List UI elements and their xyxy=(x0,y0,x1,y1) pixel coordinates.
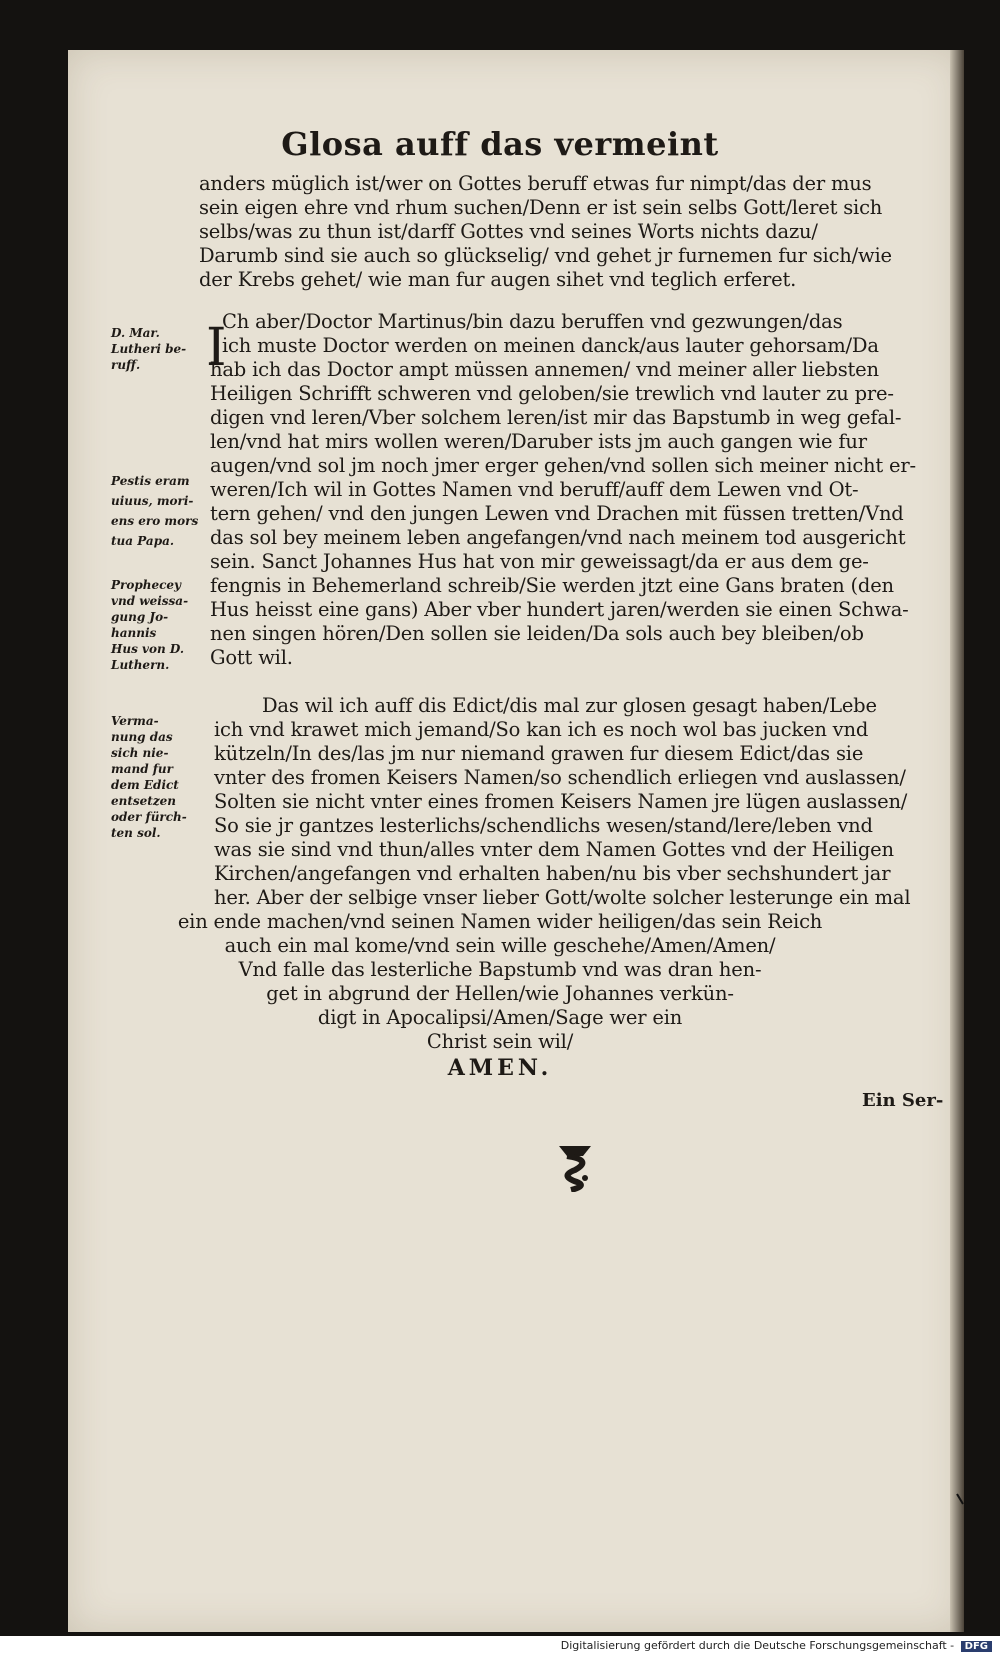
text-line: sein. Sanct Johannes Hus hat von mir geweissagt/da er aus dem ge- xyxy=(210,550,869,573)
text-line: ich muste Doctor werden on meinen danck/aus lauter gehorsam/Da xyxy=(222,334,879,357)
text-line: So sie jr gantzes lesterlichs/schendlichs wesen/stand/lere/leben vnd xyxy=(214,814,873,837)
stray-mark xyxy=(955,1490,965,1511)
text-line: hab ich das Doctor ampt müssen annemen/ vnd meiner aller liebsten xyxy=(210,358,879,381)
text-line: Vnd falle das lesterliche Bapstumb vnd was dran hen- xyxy=(238,958,762,981)
text-line: ein ende machen/vnd seinen Namen wider heiligen/das sein Reich xyxy=(177,910,823,933)
amen-closing: AMEN. xyxy=(447,1055,553,1081)
margin-line: ens ero mors xyxy=(111,514,199,528)
page-edge xyxy=(950,50,964,1632)
drop-initial: I xyxy=(206,318,227,378)
funding-text: Digitalisierung gefördert durch die Deutsche Forschungsgemeinschaft - xyxy=(560,1639,955,1652)
text-line: her. Aber der selbige vnser lieber Gott/wolte solcher lesterunge ein mal xyxy=(214,886,911,909)
margin-line: ruff. xyxy=(111,358,141,372)
text-line: kützeln/In des/las jm nur niemand grawen fur diesem Edict/das sie xyxy=(214,742,864,765)
text-line: sein eigen ehre vnd rhum suchen/Denn er ist sein selbs Gott/leret sich xyxy=(199,196,883,219)
margin-line: Prophecey xyxy=(111,578,182,592)
margin-line: Luthern. xyxy=(111,658,170,672)
margin-line: mand fur xyxy=(111,762,173,776)
margin-line: entsetzen xyxy=(111,794,177,808)
text-line: Solten sie nicht vnter eines fromen Keisers Namen jre lügen auslassen/ xyxy=(214,790,908,813)
text-line: Das wil ich auff dis Edict/dis mal zur glosen gesagt haben/Lebe xyxy=(262,694,877,717)
text-line: Hus heisst eine gans) Aber vber hundert jaren/werden sie einen Schwa- xyxy=(210,598,909,621)
margin-line: D. Mar. xyxy=(111,326,160,340)
text-line: selbs/was zu thun ist/darff Gottes vnd seines Worts nichts dazu/ xyxy=(199,220,818,243)
text-line: augen/vnd sol jm noch jmer erger gehen/vnd sollen sich meiner nicht er- xyxy=(210,454,916,477)
margin-line: Hus von D. xyxy=(111,642,185,656)
margin-line: nung das xyxy=(111,730,173,744)
running-head: Glosa auff das vermeint xyxy=(281,125,719,163)
dfg-logo-icon: DFG xyxy=(961,1641,992,1652)
margin-line: vnd weissa- xyxy=(111,594,189,608)
funding-notice xyxy=(561,1639,992,1652)
text-line: len/vnd hat mirs wollen weren/Daruber ists jm auch gangen wie fur xyxy=(210,430,867,453)
text-line: fengnis in Behemerland schreib/Sie werden jtzt eine Gans braten (den xyxy=(210,574,894,597)
catchword: Ein Ser- xyxy=(862,1090,944,1111)
text-line: Christ sein wil/ xyxy=(426,1030,574,1053)
footer-bar xyxy=(0,1636,1000,1658)
text-line: Ch aber/Doctor Martinus/bin dazu beruffen vnd gezwungen/das xyxy=(222,310,843,333)
margin-line: Pestis eram xyxy=(111,474,190,488)
text-line: Heiligen Schrifft schweren vnd geloben/sie trewlich vnd lauter zu pre- xyxy=(210,382,894,405)
fleuron-icon xyxy=(553,1140,597,1196)
text-line: vnter des fromen Keisers Namen/so schendlich erliegen vnd auslassen/ xyxy=(214,766,906,789)
margin-line: sich nie- xyxy=(111,746,169,760)
margin-line: Verma- xyxy=(111,714,159,728)
text-line: ich vnd krawet mich jemand/So kan ich es noch wol bas jucken vnd xyxy=(214,718,869,741)
text-line: Darumb sind sie auch so glückselig/ vnd gehet jr furnemen fur sich/wie xyxy=(199,244,892,267)
text-line: weren/Ich wil in Gottes Namen vnd beruff/auff dem Lewen vnd Ot- xyxy=(210,478,859,501)
margin-line: Lutheri be- xyxy=(111,342,187,356)
margin-line: dem Edict xyxy=(111,778,179,792)
text-line: digen vnd leren/Vber solchem leren/ist mir das Bapstumb in weg gefal- xyxy=(210,406,902,429)
text-line: der Krebs gehet/ wie man fur augen sihet vnd teglich erferet. xyxy=(199,268,797,291)
text-line: Gott wil. xyxy=(210,646,293,669)
margin-line: gung Jo- xyxy=(111,610,169,624)
margin-line: ten sol. xyxy=(111,826,161,840)
text-line: tern gehen/ vnd den jungen Lewen vnd Drachen mit füssen tretten/Vnd xyxy=(210,502,904,525)
text-line: nen singen hören/Den sollen sie leiden/Da sols auch bey bleiben/ob xyxy=(210,622,864,645)
margin-line: hannis xyxy=(111,626,157,640)
text-line: Kirchen/angefangen vnd erhalten haben/nu bis vber sechshundert jar xyxy=(214,862,891,885)
text-line: digt in Apocalipsi/Amen/Sage wer ein xyxy=(317,1006,683,1029)
margin-line: oder fürch- xyxy=(111,810,187,824)
text-line: auch ein mal kome/vnd sein wille geschehe/Amen/Amen/ xyxy=(224,934,776,957)
text-line: das sol bey meinem leben angefangen/vnd nach meinem tod ausgericht xyxy=(210,526,906,549)
text-line: get in abgrund der Hellen/wie Johannes verkün- xyxy=(266,982,734,1005)
margin-line: tua Papa. xyxy=(111,534,175,548)
text-line: was sie sind vnd thun/alles vnter dem Namen Gottes vnd der Heiligen xyxy=(214,838,894,861)
text-line: anders müglich ist/wer on Gottes beruff etwas fur nimpt/das der mus xyxy=(199,172,872,195)
margin-line: uiuus, mori- xyxy=(111,494,194,508)
